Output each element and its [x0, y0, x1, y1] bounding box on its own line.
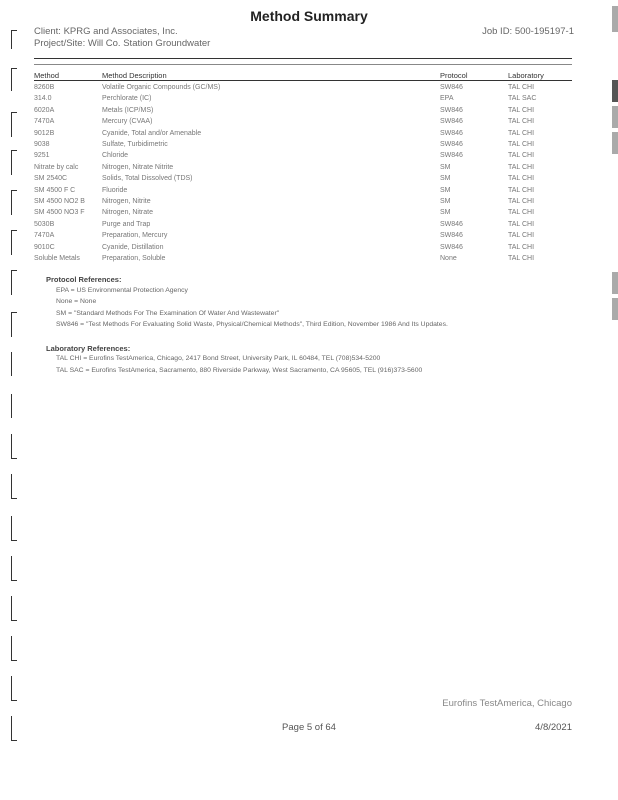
method-description: Volatile Organic Compounds (GC/MS) — [102, 84, 221, 91]
binding-mark — [11, 676, 17, 701]
method-description: Fluoride — [102, 186, 128, 194]
protocol-ref-item: SW846 = "Test Methods For Evaluating Solid Waste, Physical/Chemical Methods", Third Edition, November 1986 And Its Updates. — [56, 321, 448, 328]
page-title: Method Summary — [250, 8, 368, 24]
binding-mark — [11, 352, 17, 376]
method-code: 9010C — [34, 243, 55, 251]
header-divider-secondary — [34, 64, 572, 65]
index-tab — [612, 272, 618, 294]
col-header-laboratory: Laboratory — [508, 71, 544, 80]
method-description: Perchlorate (IC) — [102, 95, 152, 103]
protocol: SW846 — [440, 152, 463, 160]
laboratory-ref-item: TAL CHI = Eurofins TestAmerica, Chicago, 2417 Bond Street, University Park, IL 60484, TEL (708)534-5200 — [56, 355, 381, 362]
laboratory: TAL SAC — [508, 95, 537, 103]
protocol: None — [440, 255, 457, 263]
method-description: Preparation, Soluble — [102, 255, 166, 263]
protocol: EPA — [440, 95, 454, 103]
laboratory: TAL CHI — [508, 152, 535, 160]
method-description: Nitrogen, Nitrate Nitrite — [102, 163, 174, 171]
table-row — [34, 196, 574, 207]
laboratory: TAL CHI — [508, 163, 535, 171]
table-row — [34, 185, 574, 196]
binding-mark — [11, 474, 17, 499]
method-code: SM 4500 NO3 F — [34, 209, 85, 217]
method-description: Preparation, Mercury — [102, 232, 168, 240]
method-description: Nitrogen, Nitrate — [102, 209, 153, 217]
laboratory: TAL CHI — [508, 175, 535, 183]
index-tab — [612, 80, 618, 102]
protocol: SM — [440, 163, 451, 171]
method-table — [34, 82, 574, 265]
table-header-rule — [34, 80, 572, 81]
table-row — [34, 207, 574, 218]
page-number: Page 5 of 64 — [282, 722, 336, 733]
method-description: Sulfate, Turbidimetric — [102, 141, 168, 149]
method-code: 7470A — [34, 232, 55, 240]
protocol: SW846 — [440, 141, 463, 149]
method-code: 6020A — [34, 106, 55, 114]
index-tab — [612, 298, 618, 320]
binding-mark — [11, 312, 17, 337]
col-header-method: Method — [34, 71, 60, 80]
binding-mark — [11, 394, 17, 418]
binding-mark — [11, 596, 17, 621]
protocol: SW846 — [440, 232, 463, 240]
binding-mark — [11, 68, 17, 91]
method-description: Chloride — [102, 152, 129, 160]
table-row — [34, 150, 574, 161]
laboratory: TAL CHI — [508, 129, 535, 137]
method-code: SM 4500 F C — [34, 186, 76, 194]
protocol-ref-item: EPA = US Environmental Protection Agency — [56, 287, 188, 294]
method-code: 8260B — [34, 84, 55, 91]
index-tab — [612, 132, 618, 154]
binding-mark — [11, 556, 17, 581]
footer-date: 4/8/2021 — [535, 722, 572, 733]
table-row — [34, 173, 574, 184]
method-code: 314.0 — [34, 95, 52, 103]
table-row — [34, 116, 574, 127]
method-code: 9012B — [34, 129, 55, 137]
table-row — [34, 82, 574, 93]
laboratory-references-title: Laboratory References: — [46, 344, 131, 353]
binding-mark — [11, 270, 17, 295]
binding-mark — [11, 190, 17, 215]
project-site: Project/Site: Will Co. Station Groundwater — [34, 38, 211, 49]
laboratory-ref-item: TAL SAC = Eurofins TestAmerica, Sacramento, 880 Riverside Parkway, West Sacramento, CA 95605, TEL (916)373-5600 — [56, 367, 423, 374]
client-name: Client: KPRG and Associates, Inc. — [34, 26, 178, 37]
laboratory: TAL CHI — [508, 186, 535, 194]
method-description: Mercury (CVAA) — [102, 118, 153, 126]
table-row — [34, 93, 574, 104]
protocol: SW846 — [440, 129, 463, 137]
protocol-references-title: Protocol References: — [46, 275, 122, 284]
binding-mark — [11, 112, 17, 137]
table-row — [34, 139, 574, 150]
method-code: Nitrate by calc — [34, 163, 79, 171]
footer-company: Eurofins TestAmerica, Chicago — [442, 698, 572, 709]
laboratory: TAL CHI — [508, 255, 535, 263]
binding-mark — [11, 516, 17, 541]
table-row — [34, 162, 574, 173]
protocol: SW846 — [440, 220, 463, 228]
table-row — [34, 128, 574, 139]
laboratory: TAL CHI — [508, 106, 535, 114]
job-id: Job ID: 500-195197-1 — [482, 26, 574, 37]
col-header-protocol: Protocol — [440, 71, 468, 80]
binding-mark — [11, 636, 17, 661]
table-row — [34, 253, 574, 264]
index-tab — [612, 6, 618, 32]
method-code: 5030B — [34, 220, 55, 228]
method-code: SM 4500 NO2 B — [34, 198, 85, 206]
binding-mark — [11, 434, 17, 459]
method-description: Cyanide, Distillation — [102, 243, 164, 251]
method-code: SM 2540C — [34, 175, 68, 183]
table-row — [34, 230, 574, 241]
method-code: Soluble Metals — [34, 255, 80, 263]
method-code: 7470A — [34, 118, 55, 126]
laboratory: TAL CHI — [508, 209, 535, 217]
col-header-description: Method Description — [102, 71, 167, 80]
method-code: 9251 — [34, 152, 50, 160]
laboratory: TAL CHI — [508, 220, 535, 228]
protocol: SM — [440, 186, 451, 194]
method-code: 9038 — [34, 141, 50, 149]
binding-mark — [11, 150, 17, 175]
laboratory: TAL CHI — [508, 243, 535, 251]
protocol: SW846 — [440, 118, 463, 126]
binding-mark — [11, 30, 17, 49]
laboratory: TAL CHI — [508, 232, 535, 240]
laboratory: TAL CHI — [508, 118, 535, 126]
method-description: Purge and Trap — [102, 220, 151, 228]
table-row — [34, 219, 574, 230]
protocol: SM — [440, 198, 451, 206]
protocol: SW846 — [440, 243, 463, 251]
protocol: SW846 — [440, 106, 463, 114]
table-row — [34, 105, 574, 116]
method-description: Cyanide, Total and/or Amenable — [102, 129, 202, 137]
laboratory: TAL CHI — [508, 84, 535, 91]
index-tab — [612, 106, 618, 128]
table-row — [34, 242, 574, 253]
protocol: SW846 — [440, 84, 463, 91]
protocol: SM — [440, 175, 451, 183]
protocol: SM — [440, 209, 451, 217]
protocol-ref-item: None = None — [56, 298, 97, 305]
protocol-ref-item: SM = "Standard Methods For The Examination Of Water And Wastewater" — [56, 310, 280, 317]
header-divider — [34, 58, 572, 59]
client-info — [34, 26, 210, 50]
laboratory: TAL CHI — [508, 141, 535, 149]
binding-mark — [11, 230, 17, 255]
laboratory: TAL CHI — [508, 198, 535, 206]
method-description: Nitrogen, Nitrite — [102, 198, 151, 206]
method-description: Solids, Total Dissolved (TDS) — [102, 175, 193, 183]
binding-mark — [11, 716, 17, 741]
method-description: Metals (ICP/MS) — [102, 106, 154, 114]
